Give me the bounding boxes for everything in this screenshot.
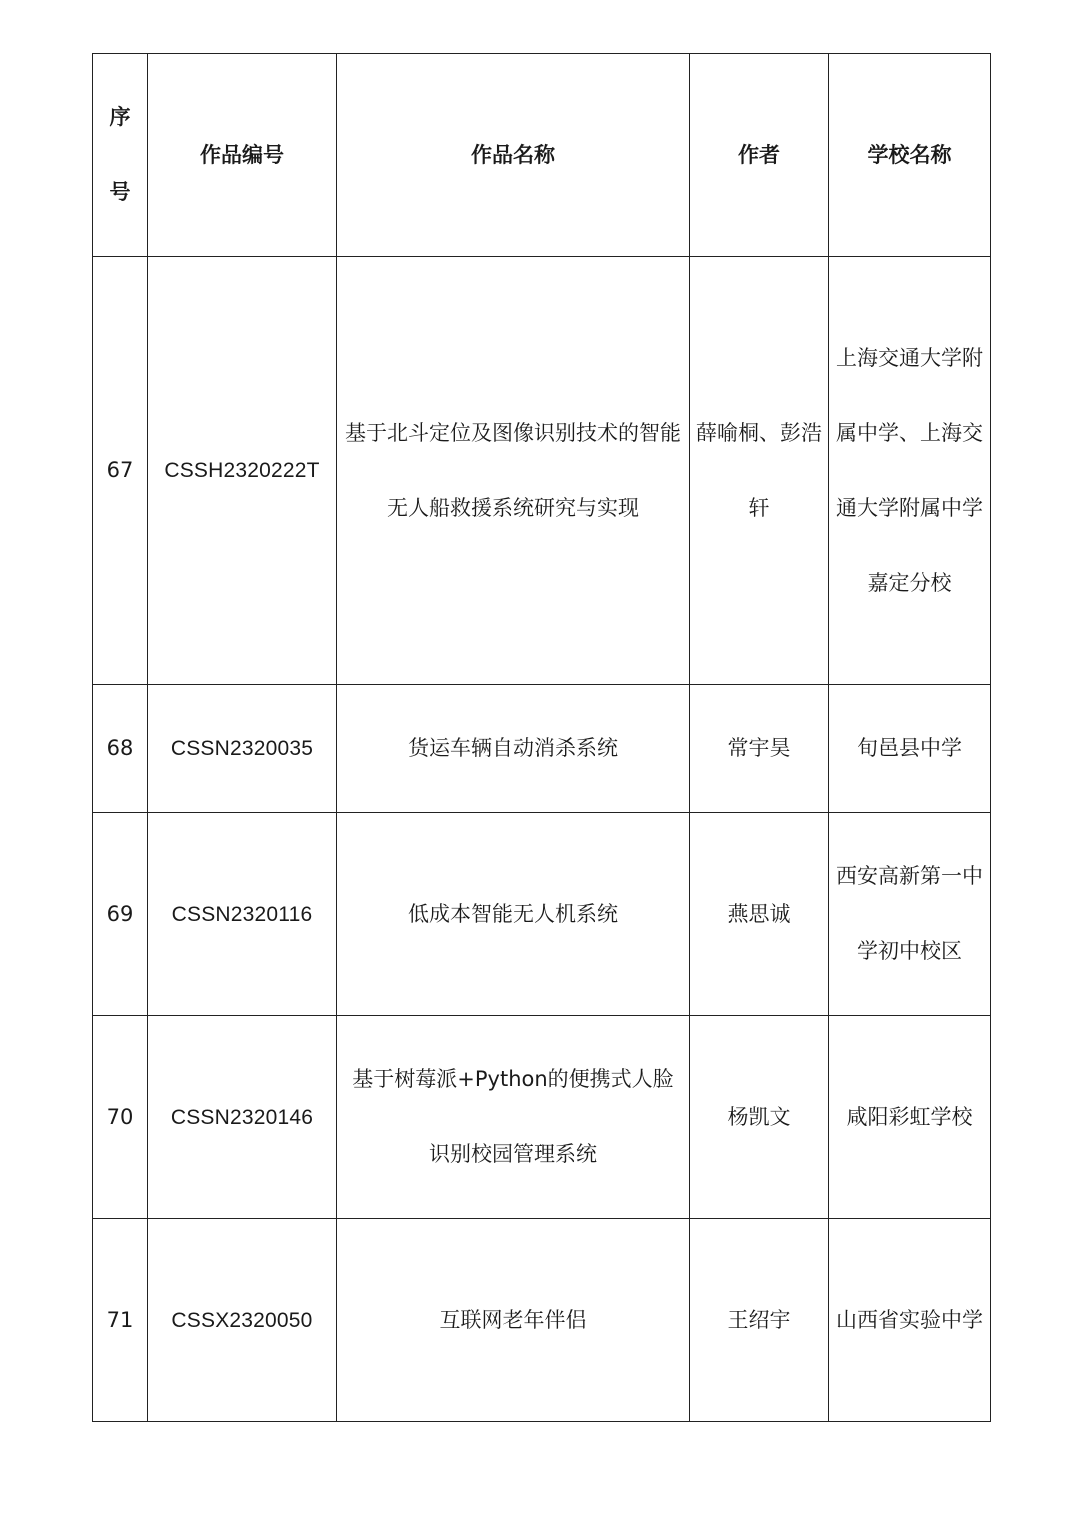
cell-index: 68 bbox=[93, 685, 148, 813]
cell-index: 70 bbox=[93, 1016, 148, 1219]
header-index-char: 序 bbox=[109, 105, 131, 129]
table-row bbox=[93, 1219, 991, 1422]
cell-school: 咸阳彩虹学校 bbox=[829, 1016, 991, 1219]
cell-work-name: 低成本智能无人机系统 bbox=[337, 813, 690, 1016]
cell-index: 69 bbox=[93, 813, 148, 1016]
cell-work-id: CSSN2320116 bbox=[148, 813, 337, 1016]
cell-school: 旬邑县中学 bbox=[829, 685, 991, 813]
cell-index: 67 bbox=[93, 257, 148, 685]
header-work-id: 作品编号 bbox=[148, 54, 337, 257]
cell-work-id: CSSN2320035 bbox=[148, 685, 337, 813]
cell-work-name: 基于树莓派+Python的便携式人脸识别校园管理系统 bbox=[337, 1016, 690, 1219]
cell-school: 西安高新第一中学初中校区 bbox=[829, 813, 991, 1016]
table-row bbox=[93, 1016, 991, 1219]
header-index-char: 号 bbox=[109, 180, 131, 204]
cell-author: 杨凯文 bbox=[690, 1016, 829, 1219]
cell-work-id: CSSN2320146 bbox=[148, 1016, 337, 1219]
cell-author: 薛喻桐、彭浩轩 bbox=[690, 257, 829, 685]
header-work-name: 作品名称 bbox=[337, 54, 690, 257]
cell-work-id: CSSX2320050 bbox=[148, 1219, 337, 1422]
cell-work-id: CSSH2320222T bbox=[148, 257, 337, 685]
results-table-container bbox=[92, 53, 991, 1422]
cell-author: 王绍宇 bbox=[690, 1219, 829, 1422]
cell-work-name: 货运车辆自动消杀系统 bbox=[337, 685, 690, 813]
table-row bbox=[93, 685, 991, 813]
header-school: 学校名称 bbox=[829, 54, 991, 257]
cell-author: 常宇昊 bbox=[690, 685, 829, 813]
cell-school: 山西省实验中学 bbox=[829, 1219, 991, 1422]
table-row bbox=[93, 813, 991, 1016]
table-header-row bbox=[93, 54, 991, 257]
table-row bbox=[93, 257, 991, 685]
header-author: 作者 bbox=[690, 54, 829, 257]
cell-work-name: 互联网老年伴侣 bbox=[337, 1219, 690, 1422]
cell-school: 上海交通大学附属中学、上海交通大学附属中学嘉定分校 bbox=[829, 257, 991, 685]
results-table bbox=[92, 53, 991, 1422]
cell-work-name: 基于北斗定位及图像识别技术的智能无人船救援系统研究与实现 bbox=[337, 257, 690, 685]
header-index bbox=[93, 54, 148, 257]
cell-author: 燕思诚 bbox=[690, 813, 829, 1016]
cell-index: 71 bbox=[93, 1219, 148, 1422]
